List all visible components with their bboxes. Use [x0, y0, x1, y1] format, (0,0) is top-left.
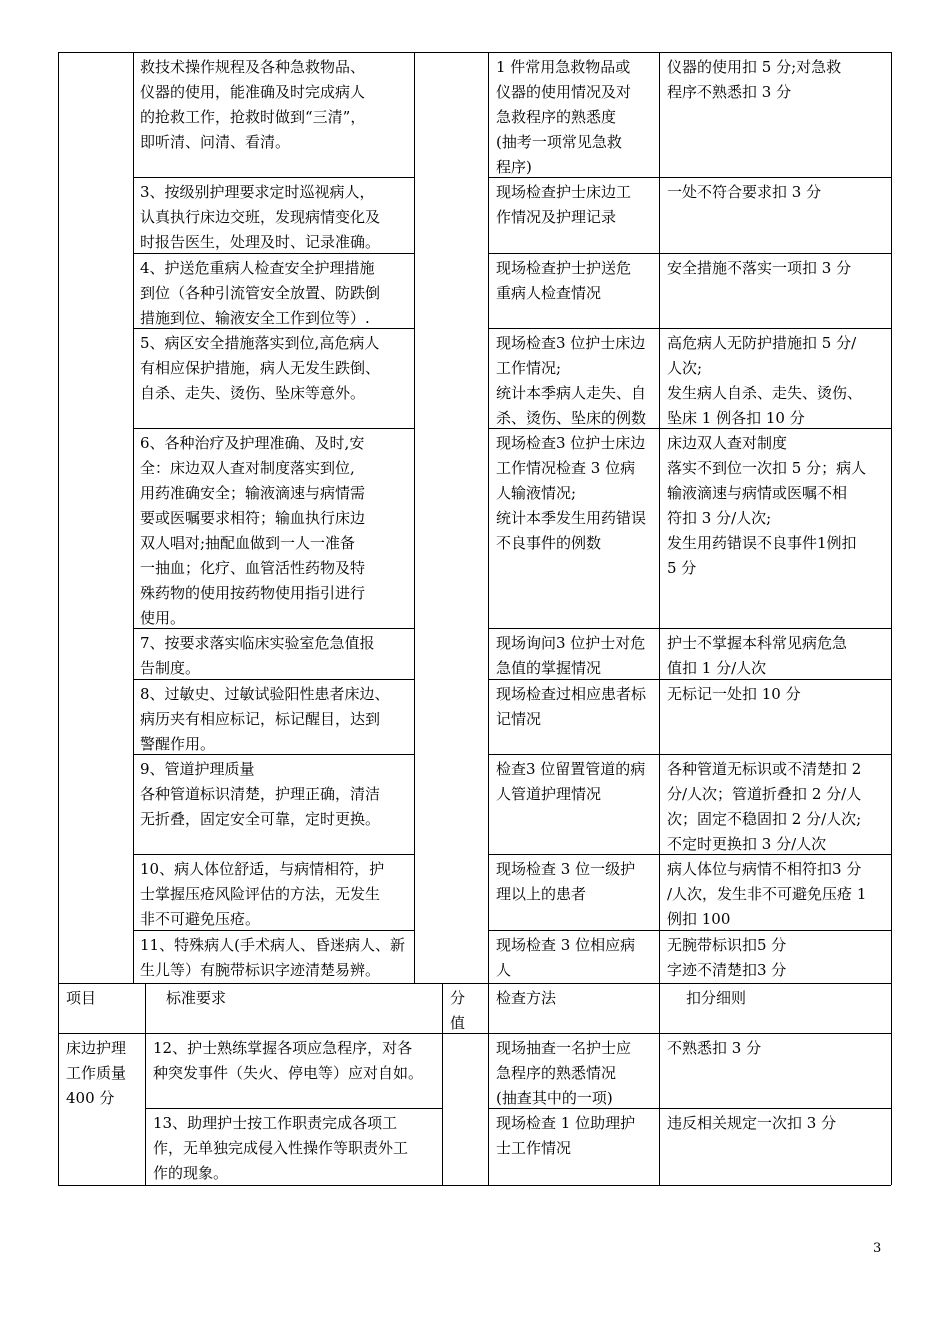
- standard-cell: 3、按级别护理要求定时巡视病人， 认真执行床边交班，发现病情变化及 时报告医生，处理及时、记录准确。: [140, 183, 381, 251]
- header-standard: 标准要求: [166, 989, 227, 1007]
- column-divider: [442, 983, 443, 1185]
- header-deduction: 扣分细则: [686, 989, 747, 1007]
- header-top-border: [58, 983, 891, 984]
- column-divider: [414, 52, 415, 983]
- method-cell: 现场检查3 位护士床边 工作情况; 统计本季病人走失、自 杀、烫伤、坠床的例数: [496, 334, 647, 427]
- method-cell: 现场检查3 位护士床边 工作情况检查 3 位病 人输液情况; 统计本季发生用药错误 不良事件的例数: [496, 434, 647, 552]
- deduction-cell: 仪器的使用扣 5 分;对急救 程序不熟悉扣 3 分: [667, 58, 842, 101]
- header-score: 分 值: [450, 989, 466, 1032]
- column-divider: [488, 52, 489, 1185]
- deduction-cell: 不熟悉扣 3 分: [667, 1039, 762, 1057]
- column-divider: [145, 983, 146, 1185]
- method-cell: 现场检查 1 位助理护 士工作情况: [496, 1114, 636, 1157]
- deduction-cell: 床边双人查对制度 落实不到位一次扣 5 分；病人 输液滴速与病情或医嘱不相 符扣 3 分/人次; 发生用药错误不良事件1例扣 5 分: [667, 434, 867, 577]
- page-number: 3: [873, 1241, 882, 1256]
- standard-cell: 6、各种治疗及护理准确、及时,安 全：床边双人查对制度落实到位, 用药准确安全；输液滴速与病情需 要或医嘱要求相符；输血执行床边 双人唱对;抽配血做到一人一准备 一抽血；化疗、血管活性药物及特 殊药物的使用按药物使用指引进行 使用。: [140, 434, 366, 627]
- method-cell: 现场检查护士床边工 作情况及护理记录: [496, 183, 632, 226]
- row-divider: [133, 177, 414, 178]
- table-right-border: [891, 52, 892, 1185]
- deduction-cell: 高危病人无防护措施扣 5 分/ 人次; 发生病人自杀、走失、烫伤、 坠床 1 例各扣 10 分: [667, 334, 863, 427]
- deduction-cell: 护士不掌握本科常见病危急 值扣 1 分/人次: [667, 634, 848, 677]
- row-divider: [145, 1108, 442, 1109]
- deduction-cell: 无腕带标识扣5 分 字迹不清楚扣3 分: [667, 936, 787, 979]
- row-divider: [488, 328, 891, 329]
- table-left-border: [58, 52, 59, 1185]
- standard-cell: 7、按要求落实临床实验室危急值报 告制度。: [140, 634, 375, 677]
- deduction-cell: 各种管道无标识或不清楚扣 2 分/人次；管道折叠扣 2 分/人 次；固定不稳固扣 2 分/人次; 不定时更换扣 3 分/人次: [667, 760, 862, 853]
- method-cell: 检查3 位留置管道的病 人管道护理情况: [496, 760, 646, 803]
- method-cell: 现场检查过相应患者标 记情况: [496, 685, 647, 728]
- row-divider: [488, 754, 891, 755]
- deduction-cell: 无标记一处扣 10 分: [667, 685, 801, 703]
- header-bottom-border: [58, 1033, 891, 1034]
- standard-cell: 9、管道护理质量 各种管道标识清楚，护理正确，清洁 无折叠，固定安全可靠，定时更换。: [140, 760, 381, 828]
- item-label: 床边护理 工作质量 400 分: [66, 1039, 127, 1107]
- standard-cell: 4、护送危重病人检查安全护理措施 到位（各种引流管安全放置、防跌倒 措施到位、输液安全工作到位等）.: [140, 259, 381, 327]
- method-cell: 现场抽查一名护士应 急程序的熟悉情况 (抽查其中的一项): [496, 1039, 632, 1107]
- header-method: 检查方法: [496, 989, 557, 1007]
- method-cell: 现场询问3 位护士对危 急值的掌握情况: [496, 634, 646, 677]
- standard-cell: 12、护士熟练掌握各项应急程序，对各 种突发事件（失火、停电等）应对自如。: [153, 1039, 424, 1082]
- deduction-cell: 违反相关规定一次扣 3 分: [667, 1114, 837, 1132]
- row-divider: [133, 428, 414, 429]
- deduction-cell: 病人体位与病情不相符扣3 分 /人次，发生非不可避免压疮 1 例扣 100: [667, 860, 867, 928]
- row-divider: [488, 628, 891, 629]
- standard-cell: 8、过敏史、过敏试验阳性患者床边、 病历夹有相应标记，标记醒目，达到 警醒作用。: [140, 685, 390, 753]
- method-cell: 1 件常用急救物品或 仪器的使用情况及对 急救程序的熟悉度 (抽考一项常见急救 程序): [496, 58, 632, 176]
- method-cell: 现场检查护士护送危 重病人检查情况: [496, 259, 632, 302]
- column-divider: [133, 52, 134, 983]
- standard-cell: 救技术操作规程及各种急救物品、 仪器的使用，能准确及时完成病人 的抢救工作，抢救时做到“三清”， 即听清、问清、看清。: [140, 58, 366, 151]
- method-cell: 现场检查 3 位一级护 理以上的患者: [496, 860, 636, 903]
- standard-cell: 10、病人体位舒适，与病情相符，护 士掌握压疮风险评估的方法，无发生 非不可避免压疮。: [140, 860, 385, 928]
- standard-cell: 5、病区安全措施落实到位,高危病人 有相应保护措施，病人无发生跌倒、 自杀、走失、烫伤、坠床等意外。: [140, 334, 381, 402]
- table-top-border: [58, 52, 891, 53]
- deduction-cell: 一处不符合要求扣 3 分: [667, 183, 822, 201]
- standard-cell: 11、特殊病人(手术病人、昏迷病人、新 生儿等）有腕带标识字迹清楚易辨。: [140, 936, 405, 979]
- standard-cell: 13、助理护士按工作职责完成各项工 作，无单独完成侵入性操作等职责外工 作的现象。: [153, 1114, 409, 1182]
- row-divider: [488, 253, 891, 254]
- deduction-cell: 安全措施不落实一项扣 3 分: [667, 259, 852, 277]
- row-divider: [133, 854, 414, 855]
- method-cell: 现场检查 3 位相应病 人: [496, 936, 636, 979]
- header-item: 项目: [66, 989, 97, 1007]
- column-divider: [659, 52, 660, 1185]
